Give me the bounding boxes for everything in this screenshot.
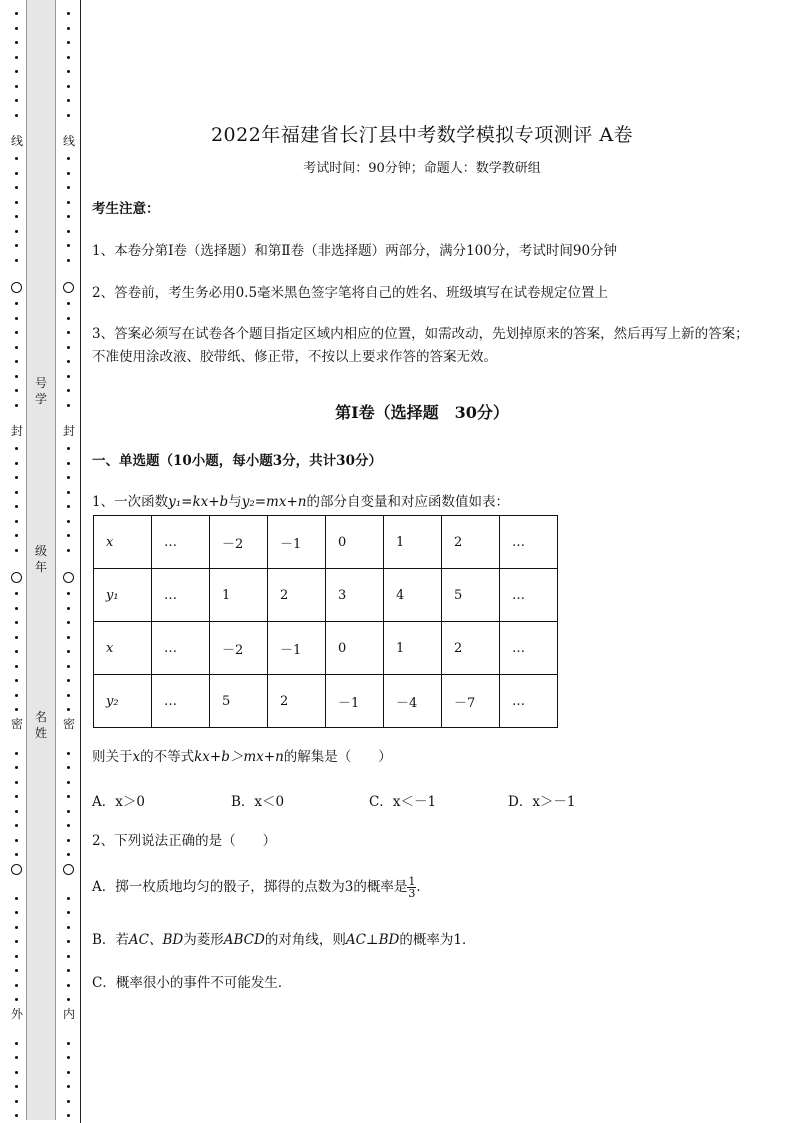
notice-item-3: 3、答案必须写在试卷各个题目指定区域内相应的位置，如需改动，先划掉原来的答案，然后再写上新的答案；不准使用涂改液、胶带纸、修正带，不按以上要求作答的答案无效。: [92, 326, 749, 365]
q2-stem: 2、下列说法正确的是（ ）: [92, 833, 277, 849]
dot: [67, 259, 70, 262]
exam-subtitle: 考试时间：90分钟；命题人：数学教研组: [303, 161, 541, 176]
fraction: [407, 876, 416, 899]
dot: [15, 375, 18, 378]
dot: [67, 795, 70, 798]
hole-circle-icon: [63, 864, 74, 875]
dot: [15, 839, 18, 842]
dot: [15, 114, 18, 117]
dot: [15, 12, 18, 15]
dot: [67, 302, 70, 305]
dot: [15, 998, 18, 1001]
dot: [67, 114, 70, 117]
table-cell: x: [94, 622, 152, 675]
dot: [67, 665, 70, 668]
table-cell: 5: [210, 675, 268, 728]
q2-option-a[interactable]: [92, 876, 762, 899]
notice-item-1: 1、本卷分第Ⅰ卷（选择题）和第Ⅱ卷（非选择题）两部分，满分100分，考试时间90分钟: [92, 243, 618, 259]
q1-option-c[interactable]: C．x＜－1: [369, 794, 437, 810]
table-row: [94, 675, 558, 728]
dot: [67, 781, 70, 784]
table-cell: 2: [442, 622, 500, 675]
dot: [15, 694, 18, 697]
table-cell: －7: [442, 675, 500, 728]
table-cell: 0: [326, 516, 384, 569]
q1-value-table: [93, 515, 558, 728]
dot: [67, 520, 70, 523]
dot: [15, 650, 18, 653]
table-cell: 2: [268, 675, 326, 728]
dot: [15, 708, 18, 711]
dot: [15, 1100, 18, 1103]
table-cell: 1: [384, 622, 442, 675]
dot: [67, 940, 70, 943]
dot: [67, 824, 70, 827]
dot: [67, 172, 70, 175]
dot: [15, 230, 18, 233]
dot: [15, 636, 18, 639]
dot: [67, 27, 70, 30]
q2-rhombus: ABCD: [223, 932, 265, 948]
dot: [15, 1071, 18, 1074]
dot: [67, 491, 70, 494]
dot: [15, 1085, 18, 1088]
dot: [67, 839, 70, 842]
table-cell: 2: [442, 516, 500, 569]
dot: [15, 679, 18, 682]
dot: [67, 462, 70, 465]
dot: [67, 186, 70, 189]
dot: [67, 230, 70, 233]
dot: [67, 1056, 70, 1059]
hole-circle-icon: [63, 572, 74, 583]
dot: [67, 404, 70, 407]
margin-char: 线: [10, 134, 23, 148]
dot: [67, 476, 70, 479]
binding-border-line: [80, 0, 81, 1123]
hole-circle-icon: [11, 864, 22, 875]
dot: [15, 462, 18, 465]
fraction-numerator: 1: [408, 875, 416, 888]
dot: [15, 520, 18, 523]
q1-inequality: kx+b＞mx+n: [194, 749, 284, 765]
dot: [15, 172, 18, 175]
dot: [15, 317, 18, 320]
margin-char: 封: [62, 424, 75, 438]
dot: [15, 926, 18, 929]
dot: [15, 853, 18, 856]
dot: [67, 375, 70, 378]
hole-circle-icon: [11, 282, 22, 293]
table-cell: －2: [210, 622, 268, 675]
table-cell: y₁: [94, 569, 152, 622]
dot: [15, 70, 18, 73]
part-heading: 一、单选题（10小题，每小题3分，共计30分）: [92, 453, 382, 469]
dot: [67, 389, 70, 392]
dot: [15, 346, 18, 349]
q2-diagonals: AC、BD: [128, 932, 184, 948]
dot: [67, 984, 70, 987]
table-cell: 4: [384, 569, 442, 622]
dot: [15, 824, 18, 827]
dot: [67, 1114, 70, 1117]
q1-stem-text: 与: [228, 494, 242, 510]
q2-relation: AC⊥BD: [345, 932, 400, 948]
notice-heading: 考生注意：: [92, 201, 160, 217]
table-cell: x: [94, 516, 152, 569]
q1-option-d[interactable]: D．x＞－1: [508, 794, 576, 810]
dot: [67, 1100, 70, 1103]
table-row: [94, 516, 558, 569]
table-cell: 1: [384, 516, 442, 569]
table-cell: …: [152, 622, 210, 675]
dot: [15, 897, 18, 900]
dot: [15, 1056, 18, 1059]
dot: [15, 781, 18, 784]
grade-label: 级 年: [34, 544, 47, 574]
dot: [15, 549, 18, 552]
dot: [15, 491, 18, 494]
dot: [67, 56, 70, 59]
dot: [67, 331, 70, 334]
q2-option-c[interactable]: C．概率很小的事件不可能发生．: [92, 975, 292, 991]
table-row: [94, 622, 558, 675]
table-row: [94, 569, 558, 622]
dot: [15, 56, 18, 59]
q2-option-b[interactable]: [92, 929, 762, 952]
dot: [67, 897, 70, 900]
dot: [67, 201, 70, 204]
dot: [15, 534, 18, 537]
hole-circle-icon: [63, 282, 74, 293]
dot: [67, 998, 70, 1001]
table-cell: 5: [442, 569, 500, 622]
dot: [67, 360, 70, 363]
dot: [67, 534, 70, 537]
q1-question-text: 则关于: [92, 749, 133, 765]
dot: [15, 27, 18, 30]
q1-option-a[interactable]: A．x＞0: [92, 794, 145, 810]
dot: [15, 331, 18, 334]
exam-title: 2022年福建省长汀县中考数学模拟专项测评 A卷: [210, 124, 634, 146]
dot: [15, 99, 18, 102]
dot: [67, 1071, 70, 1074]
dot: [15, 186, 18, 189]
dot: [67, 85, 70, 88]
dot: [15, 505, 18, 508]
fraction-denominator: 3: [408, 887, 416, 900]
q1-question-text: 的不等式: [140, 749, 195, 765]
dot: [67, 549, 70, 552]
table-cell: －1: [326, 675, 384, 728]
name-label: 名 姓: [34, 710, 47, 740]
dot: [15, 969, 18, 972]
dot: [15, 911, 18, 914]
dot: [15, 476, 18, 479]
q1-question-text: 的解集是（ ）: [283, 749, 392, 765]
dot: [67, 853, 70, 856]
q1-option-b[interactable]: B．x＜0: [231, 794, 285, 810]
dot: [67, 955, 70, 958]
section-title: 第Ⅰ卷（选择题 30分）: [335, 403, 509, 422]
dot: [15, 1042, 18, 1045]
dot: [67, 317, 70, 320]
dot: [67, 505, 70, 508]
q1-stem-text: 1、一次函数: [92, 494, 169, 510]
dot: [15, 201, 18, 204]
dot: [67, 969, 70, 972]
table-cell: …: [152, 569, 210, 622]
dot: [67, 636, 70, 639]
table-cell: y₂: [94, 675, 152, 728]
table-cell: 1: [210, 569, 268, 622]
table-cell: －2: [210, 516, 268, 569]
dot: [15, 940, 18, 943]
table-cell: …: [500, 569, 558, 622]
dot: [67, 708, 70, 711]
dot: [67, 752, 70, 755]
table-cell: 3: [326, 569, 384, 622]
q1-variable: x: [132, 749, 141, 765]
dot: [67, 99, 70, 102]
dot: [67, 1042, 70, 1045]
dot: [15, 665, 18, 668]
dot: [15, 302, 18, 305]
table-cell: －1: [268, 516, 326, 569]
dot: [15, 984, 18, 987]
dot: [67, 650, 70, 653]
q1-stem-text: 的部分自变量和对应函数值如表：: [306, 494, 509, 510]
dot: [15, 766, 18, 769]
dot: [67, 766, 70, 769]
dot: [15, 955, 18, 958]
q2-option-b-text: 的概率为1．: [399, 932, 476, 948]
inner-dotted-line: [62, 0, 76, 1123]
dot: [67, 592, 70, 595]
dot: [67, 694, 70, 697]
dot: [67, 215, 70, 218]
table-cell: 2: [268, 569, 326, 622]
q1-function-1: y₁=kx+b: [168, 494, 229, 510]
table-cell: …: [152, 516, 210, 569]
table-cell: …: [500, 675, 558, 728]
margin-char: 密: [62, 717, 75, 731]
dot: [67, 621, 70, 624]
dot: [67, 607, 70, 610]
dot: [15, 447, 18, 450]
dot: [67, 12, 70, 15]
dot: [15, 607, 18, 610]
dot: [15, 621, 18, 624]
margin-char: 封: [10, 424, 23, 438]
notice-item-2: 2、答卷前，考生务必用0.5毫米黑色签字笔将自己的姓名、班级填写在试卷规定位置上: [92, 285, 609, 301]
dot: [67, 70, 70, 73]
table-cell: …: [152, 675, 210, 728]
margin-char: 线: [62, 134, 75, 148]
dot: [15, 389, 18, 392]
table-cell: 0: [326, 622, 384, 675]
dot: [15, 85, 18, 88]
dot: [15, 1114, 18, 1117]
dot: [15, 810, 18, 813]
dot: [67, 810, 70, 813]
dot: [67, 41, 70, 44]
q2-option-b-text: 的对角线，则: [264, 932, 346, 948]
dot: [67, 447, 70, 450]
margin-char: 密: [10, 717, 23, 731]
margin-char: 内: [62, 1007, 75, 1021]
hole-circle-icon: [11, 572, 22, 583]
dot: [67, 679, 70, 682]
dot: [15, 215, 18, 218]
dot: [15, 157, 18, 160]
margin-char: 外: [10, 1007, 23, 1021]
table-cell: －4: [384, 675, 442, 728]
dot: [67, 244, 70, 247]
q1-question: [92, 746, 762, 769]
dot: [15, 360, 18, 363]
dot: [15, 592, 18, 595]
dot: [15, 259, 18, 262]
outer-dotted-line: [10, 0, 24, 1123]
q2-option-b-text: 为菱形: [183, 932, 224, 948]
table-cell: …: [500, 622, 558, 675]
table-cell: －1: [268, 622, 326, 675]
table-cell: …: [500, 516, 558, 569]
dot: [67, 911, 70, 914]
dot: [67, 346, 70, 349]
dot: [67, 1085, 70, 1088]
q1-function-2: y₂=mx+n: [241, 494, 307, 510]
dot: [67, 926, 70, 929]
dot: [67, 157, 70, 160]
dot: [15, 41, 18, 44]
dot: [15, 244, 18, 247]
q2-option-a-end: ．: [416, 879, 430, 895]
q2-option-b-text: B．若: [92, 932, 129, 948]
student-id-label: 号 学: [34, 376, 47, 406]
q1-stem: [92, 491, 762, 514]
q2-option-a-text: A．掷一枚质地均匀的骰子，掷得的点数为3的概率是: [92, 879, 408, 895]
dot: [15, 795, 18, 798]
dot: [15, 752, 18, 755]
dot: [15, 404, 18, 407]
